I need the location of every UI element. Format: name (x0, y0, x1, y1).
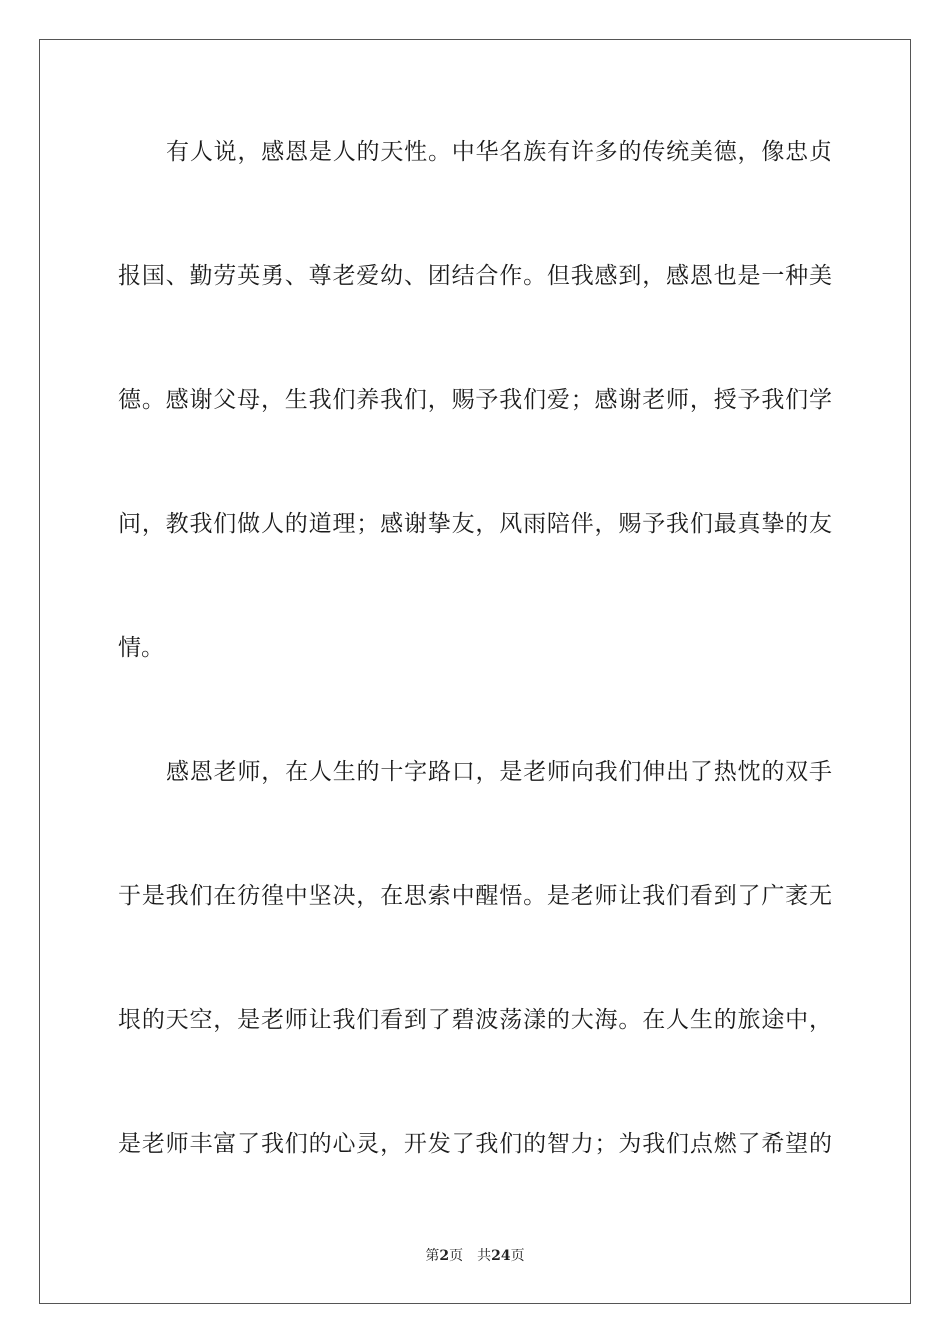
paragraph-1-line-1: 有人说，感恩是人的天性。中华名族有许多的传统美德，像忠贞 (166, 139, 832, 165)
paragraph-2-line-2: 于是我们在彷徨中坚决，在思索中醒悟。是老师让我们看到了广袤无 (118, 883, 832, 909)
total-prefix: 共 (477, 1248, 492, 1264)
page-number: 2 (439, 1248, 450, 1264)
paragraph-1-line-5: 情。 (118, 635, 164, 661)
page-footer (0, 1247, 950, 1265)
total-suffix: 页 (510, 1248, 525, 1264)
paragraph-2-line-3: 垠的天空，是老师让我们看到了碧波荡漾的大海。在人生的旅途中， (118, 1007, 832, 1033)
paragraph-2-line-1: 感恩老师，在人生的十字路口，是老师向我们伸出了热忱的双手 (166, 759, 832, 785)
page-border (39, 39, 911, 1304)
paragraph-1-line-4: 问，教我们做人的道理；感谢挚友，风雨陪伴，赐予我们最真挚的友 (118, 511, 832, 537)
total-pages: 24 (491, 1248, 511, 1264)
paragraph-2-line-4: 是老师丰富了我们的心灵，开发了我们的智力；为我们点燃了希望的 (118, 1131, 832, 1157)
paragraph-1-line-3: 德。感谢父母，生我们养我们，赐予我们爱；感谢老师，授予我们学 (118, 387, 832, 413)
page-prefix: 第 (425, 1248, 440, 1264)
paragraph-1-line-2: 报国、勤劳英勇、尊老爱幼、团结合作。但我感到，感恩也是一种美 (118, 263, 832, 289)
page-suffix: 页 (449, 1248, 464, 1264)
